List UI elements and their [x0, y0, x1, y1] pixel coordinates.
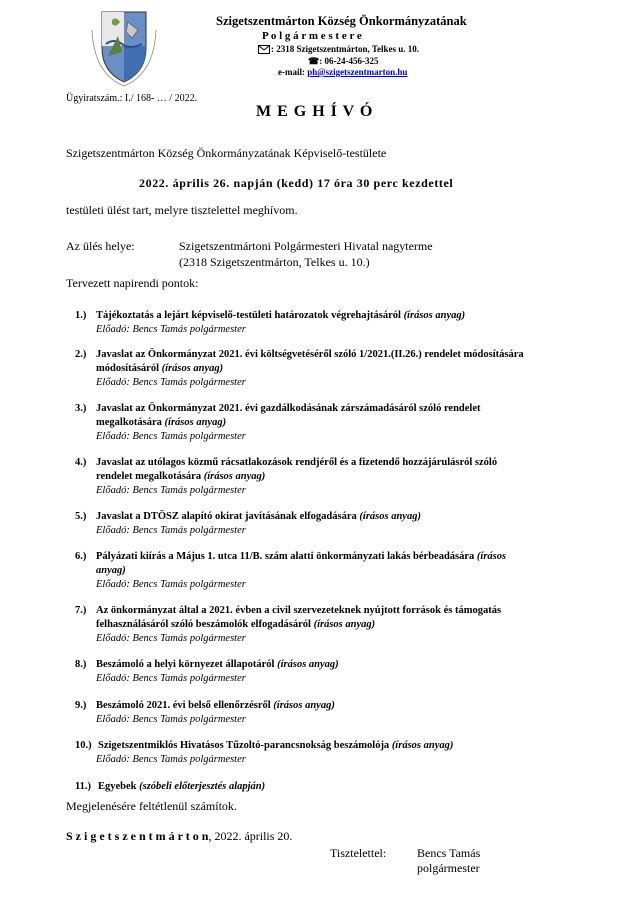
document-type-tag: (írásos anyag) [201, 471, 266, 482]
document-type-tag: (írásos anyag) [389, 740, 454, 751]
agenda-number: 5.) [75, 511, 87, 522]
document-type-tag: (írásos anyag) [159, 363, 224, 374]
email-line [278, 67, 407, 77]
meeting-date: 2022. április 26. napján (kedd) 17 óra 30 perc kezdettel [139, 176, 454, 190]
agenda-number: 11.) [75, 781, 92, 792]
phone-text: : 06-24-456-325 [319, 56, 379, 66]
document-type-tag: (írásos [474, 551, 507, 562]
venue-line-1: Szigetszentmártoni Polgármesteri Hivatal nagyterme [179, 239, 433, 253]
agenda-number: 8.) [75, 659, 87, 670]
agenda-title: Pályázati kiírás a Május 1. utca 11/B. szám alatti önkormányzati lakás bérbeadására (írásos [96, 551, 507, 562]
signature-greeting: Tisztelettel: [330, 846, 387, 860]
agenda-title: Az önkormányzat által a 2021. évben a civil szervezeteknek nyújtott források és támogatás [96, 605, 502, 616]
agenda-presenter: Előadó: Bencs Tamás polgármester [96, 377, 246, 388]
agenda-title: Javaslat az utólagos közmű rácsatlakozások rendjéről és a fizetendő hozzájárulásról szóló [96, 457, 498, 468]
agenda-label: Tervezett napirendi pontok: [66, 276, 199, 290]
document-type-tag-cont: anyag) [96, 565, 126, 576]
agenda-title: Beszámoló a helyi környezet állapotáról (írásos anyag) [96, 659, 339, 670]
agenda-title: Javaslat az Önkormányzat 2021. évi költségvetéséről szóló 1/2021.(II.26.) rendelet módosítására [96, 349, 524, 360]
email-link[interactable]: ph@szigetszentmarton.hu [307, 67, 408, 77]
venue-label: Az ülés helye: [66, 239, 135, 253]
document-type-tag: (írásos anyag) [400, 310, 466, 321]
agenda-title: Egyebek (szóbeli előterjesztés alapján) [98, 781, 266, 792]
agenda-presenter: Előadó: Bencs Tamás polgármester [96, 714, 246, 725]
agenda-number: 10.) [75, 740, 92, 751]
envelope-icon [258, 45, 270, 54]
agenda-number: 6.) [75, 551, 87, 562]
issue-date: , 2022. április 20. [208, 829, 293, 843]
agenda-title: Beszámoló 2021. évi belső ellenőrzésről (írásos anyag) [96, 700, 335, 711]
document-type-tag: (írásos anyag) [274, 659, 339, 670]
agenda-title-cont: módosításáról (írásos anyag) [96, 363, 224, 374]
agenda-title: Szigetszentmiklós Hivatásos Tűzoltó-parancsnokság beszámolója (írásos anyag) [98, 740, 454, 751]
agenda-presenter: Előadó: Bencs Tamás polgármester [96, 485, 246, 496]
agenda-number: 4.) [75, 457, 87, 468]
agenda-title: Tájékoztatás a lejárt képviselő-testületi határozatok végrehajtásáról (írásos anyag) [96, 310, 466, 321]
agenda-title-cont: rendelet megalkotására (írásos anyag) [96, 471, 266, 482]
agenda-number: 3.) [75, 403, 87, 414]
municipal-crest [88, 8, 160, 88]
place-date [66, 829, 292, 844]
agenda-presenter: Előadó: Bencs Tamás polgármester [96, 633, 246, 644]
attendance-text: Megjelenésére feltétlenül számítok. [66, 799, 237, 813]
document-type-tag: (írásos anyag) [310, 619, 376, 630]
document-type-tag: (írásos anyag) [161, 417, 227, 428]
agenda-presenter: Előadó: Bencs Tamás polgármester [96, 324, 246, 335]
agenda-number: 7.) [75, 605, 87, 616]
agenda-title-cont: megalkotására (írásos anyag) [96, 417, 227, 428]
document-title: M E G H Í V Ó [256, 103, 374, 120]
document-type-tag: (írásos anyag) [270, 700, 335, 711]
document-type-tag: (írásos anyag) [356, 511, 421, 522]
agenda-number: 2.) [75, 349, 87, 360]
office-title: P o l g á r m e s t e r e [262, 30, 362, 42]
agenda-number: 1.) [75, 310, 87, 321]
agenda-number: 9.) [75, 700, 87, 711]
address-line [258, 44, 419, 54]
phone-line [308, 56, 378, 67]
signatory-name: Bencs Tamás [417, 846, 481, 860]
agenda-presenter: Előadó: Bencs Tamás polgármester [96, 579, 246, 590]
agenda-presenter: Előadó: Bencs Tamás polgármester [96, 754, 246, 765]
agenda-title: Javaslat az Önkormányzat 2021. évi gazdálkodásának zárszámadásáról szóló rendelet [96, 403, 481, 414]
agenda-title-cont: felhasználásáról szóló beszámolók elfogadásáról (írásos anyag) [96, 619, 376, 630]
agenda-presenter: Előadó: Bencs Tamás polgármester [96, 431, 246, 442]
address-text: : 2318 Szigetszentmárton, Telkes u. 10. [271, 44, 419, 54]
case-number: Ügyiratszám.: I./ 168- … / 2022. [66, 93, 198, 104]
org-name: Szigetszentmárton Község Önkormányzatának [216, 14, 467, 28]
place-name: S z i g e t s z e n t m á r t o n [66, 829, 209, 843]
agenda-presenter: Előadó: Bencs Tamás polgármester [96, 525, 246, 536]
signatory-role: polgármester [417, 861, 480, 875]
intro-text: Szigetszentmárton Község Önkormányzatának Képviselő-testülete [66, 146, 387, 160]
document-type-tag: (szóbeli előterjesztés alapján) [136, 781, 266, 792]
agenda-title: Javaslat a DTÖSZ alapító okirat javításának elfogadására (írásos anyag) [96, 511, 421, 522]
email-label: e-mail: [278, 67, 308, 77]
phone-icon: ☎ [308, 56, 320, 66]
session-text: testületi ülést tart, melyre tisztelettel meghívom. [66, 203, 298, 217]
agenda-presenter: Előadó: Bencs Tamás polgármester [96, 673, 246, 684]
venue-line-2: (2318 Szigetszentmárton, Telkes u. 10.) [179, 255, 370, 269]
